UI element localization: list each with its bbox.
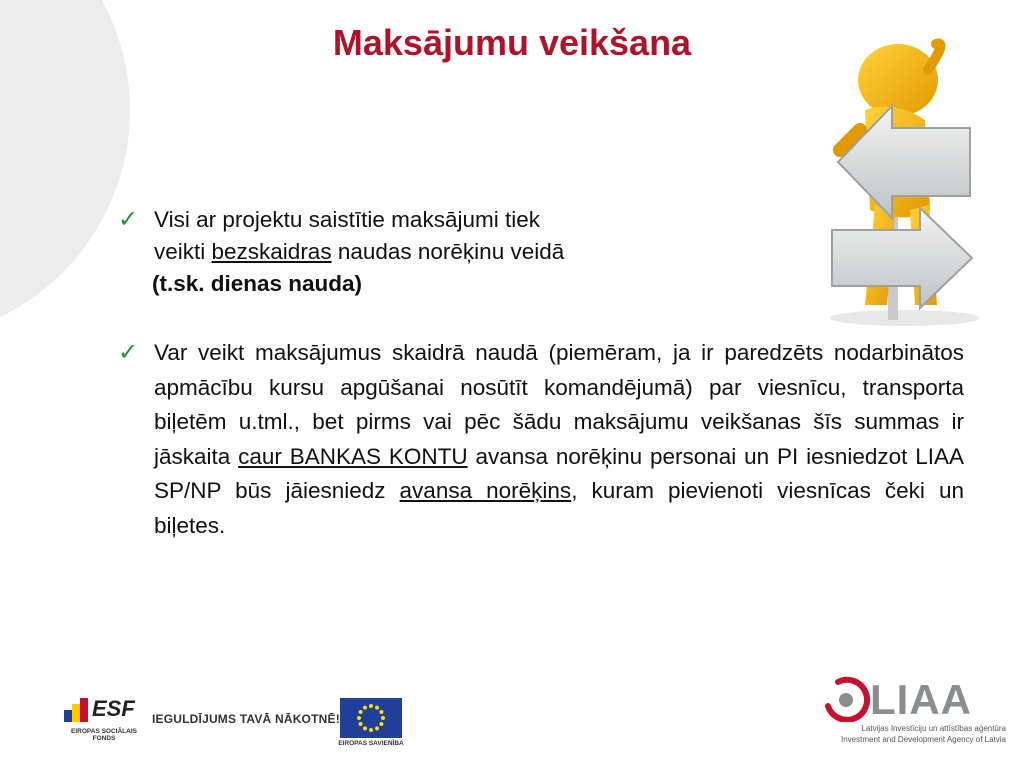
liaa-logo [816,676,1006,756]
bullet1-text [154,204,678,268]
bullet2-part3: , kuram pievienoti viesnīcas čeki un biļetes. [154,478,964,538]
slide-title: Maksājumu veikšana [332,22,692,63]
liaa-swirl-icon [820,676,872,722]
esf-logo-text: ESF [92,696,135,721]
footer-slogan: IEGULDĪJUMS TAVĀ NĀKOTNĒ! [152,712,340,726]
liaa-tagline-en: Investment and Development Agency of Latvia [841,735,1006,744]
eu-flag-label: EIROPAS SAVIENĪBA [338,740,404,747]
footer-logos [0,676,1024,756]
bullet1-line1: Visi ar projektu saistītie maksājumi tiek [154,207,540,232]
esf-mark-icon [62,698,90,726]
bullet1-line2-before: veikti [154,239,212,264]
liaa-logo-text: LIAA [870,676,972,723]
bullet1-underlined: bezskaidras [211,239,332,264]
bullet-point-cashless [118,204,678,300]
esf-logo [62,696,142,746]
bullet2-text [154,336,964,543]
liaa-tagline-lv: Latvijas Investīciju un attīstības aģentūra [861,724,1006,733]
bullet1-line2-after: naudas norēķinu veidā [331,239,565,264]
bullet2-part1: Var veikt maksājumus skaidrā naudā (piemēram, ja ir paredzēts nodarbinātos apmācību kursu apgūšanai nosūtīt komandējumā) par viesnīcu, transporta biļetēm u.tml., bet pirms vai pēc šādu maksājumu veikšanas šīs summas ir jāskaita [154,340,964,469]
bullet2-part2: avansa norēķinu personai un PI iesniedzot LIAA SP/NP būs jāiesniedz [154,443,964,503]
thinking-figure-illustration [820,30,990,330]
esf-logo-subtitle: EIROPAS SOCIĀLAIS FONDS [71,728,137,742]
bullet-point-cash [118,336,964,543]
checkmark-icon: ✓ [118,206,139,233]
eu-flag-icon [340,698,402,738]
checkmark-icon: ✓ [118,339,139,366]
bullet1-bold-note: (t.sk. dienas nauda) [152,271,363,296]
bullet2-underlined-bank: caur BANKAS KONTU [238,443,468,469]
bullet2-underlined-advance: avansa norēķins [399,478,572,503]
